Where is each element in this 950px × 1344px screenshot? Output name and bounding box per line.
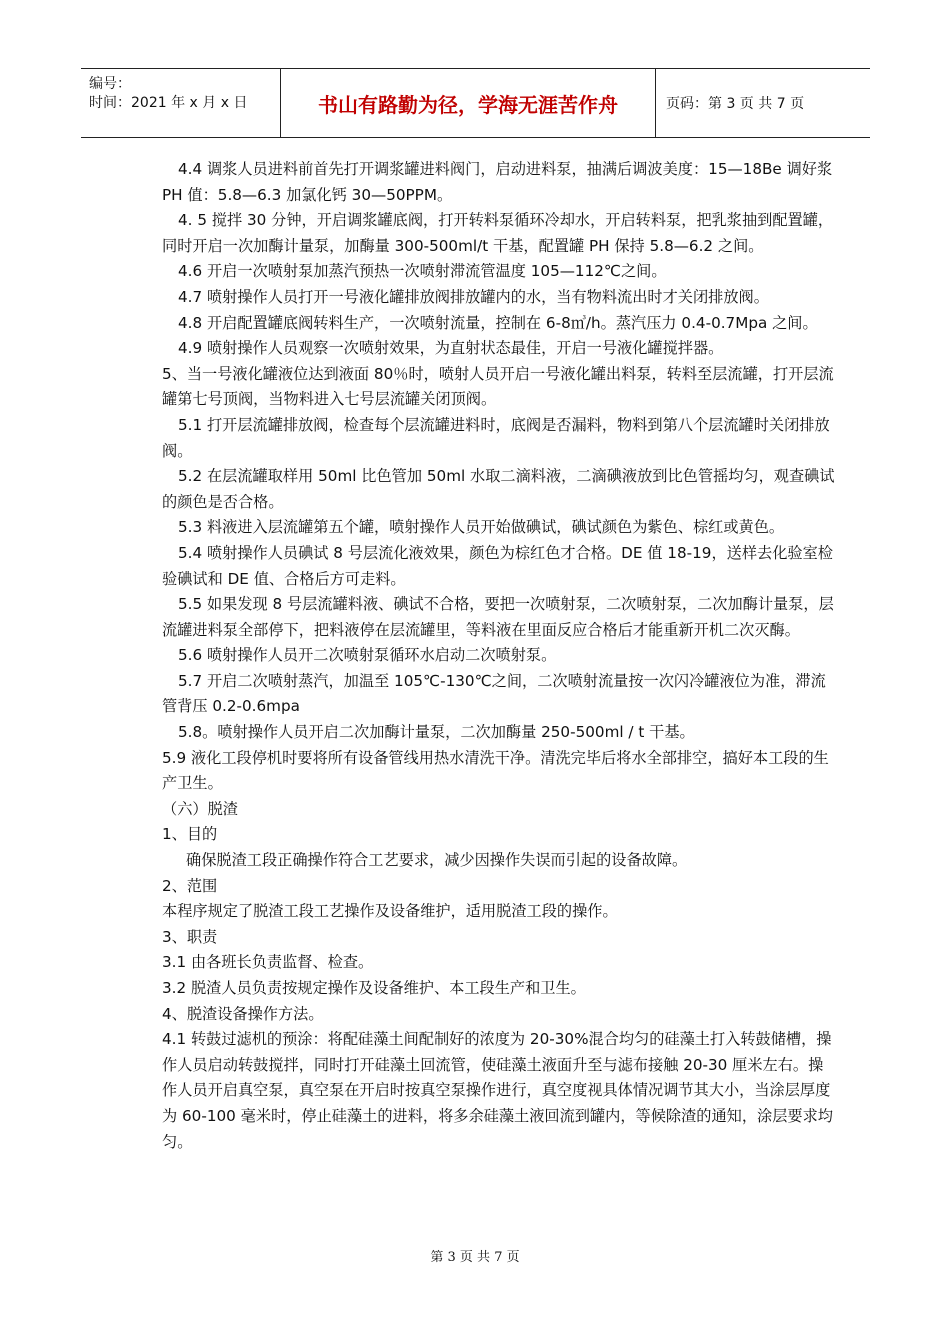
document-date-label: 时间：2021 年 x 月 x 日 bbox=[89, 95, 248, 111]
paragraph: 5.1 打开层流罐排放阀，检查每个层流罐进料时，底阀是否漏料，物料到第八个层流罐时关闭排放阀。 bbox=[162, 415, 830, 460]
header-info-cell bbox=[81, 69, 281, 137]
paragraph: 5.5 如果发现 8 号层流罐料液、碘试不合格，要把一次喷射泵，二次喷射泵，二次加酶计量泵，层流罐进料泵全部停下，把料液停在层流罐里，等料液在里面反应合格后才能重新开机二次灭酶。 bbox=[162, 595, 834, 639]
document-number-label: 编号： bbox=[89, 76, 131, 92]
paragraph: 4.9 喷射操作人员观察一次喷射效果，为直射状态最佳，开启一号液化罐搅拌器。 bbox=[178, 339, 724, 358]
paragraph: 4、脱渣设备操作方法。 bbox=[162, 1004, 324, 1023]
page-footer: 第 3 页 共 7 页 bbox=[430, 1250, 520, 1265]
paragraph: 5.8。喷射操作人员开启二次加酶计量泵，二次加酶量 250-500ml / t 干基。 bbox=[178, 723, 695, 742]
paragraph: 1、目的 bbox=[162, 825, 218, 844]
paragraph: 本程序规定了脱渣工段工艺操作及设备维护，适用脱渣工段的操作。 bbox=[162, 902, 618, 921]
paragraph: 3、职责 bbox=[162, 927, 218, 946]
page-header bbox=[81, 68, 870, 138]
paragraph: 5.4 喷射操作人员碘试 8 号层流化液效果，颜色为棕红色才合格。DE 值 18-19，送样去化验室检验碘试和 DE 值、合格后方可走料。 bbox=[162, 543, 833, 588]
paragraph: （六）脱渣 bbox=[162, 799, 238, 818]
paragraph: 4.1 转鼓过滤机的预涂：将配硅藻土间配制好的浓度为 20-30%混合均匀的硅藻土打入转鼓储槽，操作人员启动转鼓搅拌，同时打开硅藻土回流管，使硅藻土液面升至与滤布接触 20-30 厘米左右。操作人员开启真空泵，真空泵在开启时按真空泵操作进行，真空度视具体情况调节其大小，当涂层厚度为 60-100 毫米时，停止硅藻土的进料，将多余硅藻土液回流到罐内，等候除渣的通知，涂层要求均匀。 bbox=[162, 1030, 833, 1151]
paragraph: 4.6 开启一次喷射泵加蒸汽预热一次喷射滞流管温度 105—112℃之间。 bbox=[178, 262, 667, 281]
paragraph: 5.9 液化工段停机时要将所有设备管线用热水清洗干净。清洗完毕后将水全部排空，搞好本工段的生产卫生。 bbox=[162, 748, 829, 793]
paragraph: 5.7 开启二次喷射蒸汽，加温至 105℃-130℃之间，二次喷射流量按一次闪冷罐液位为准，滞流管背压 0.2-0.6mpa bbox=[162, 671, 826, 716]
header-page-number: 页码：第 3 页 共 7 页 bbox=[666, 96, 805, 112]
paragraph: 2、范围 bbox=[162, 876, 218, 895]
paragraph: 5.6 喷射操作人员开二次喷射泵循环水启动二次喷射泵。 bbox=[178, 646, 557, 665]
paragraph: 5、当一号液化罐液位达到液面 80％时，喷射人员开启一号液化罐出料泵，转料至层流罐，打开层流罐第七号顶阀，当物料进入七号层流罐关闭顶阀。 bbox=[162, 364, 834, 409]
paragraph: 4. 5 搅拌 30 分钟，开启调浆罐底阀，打开转料泵循环冷却水，开启转料泵，把乳浆抽到配置罐，同时开启一次加酶计量泵，加酶量 300-500ml/t 干基，配置罐 PH 保持 5.8—6.2 之间。 bbox=[162, 211, 834, 255]
paragraph: 3.1 由各班长负责监督、检查。 bbox=[162, 953, 374, 972]
paragraph: 3.2 脱渣人员负责按规定操作及设备维护、本工段生产和卫生。 bbox=[162, 979, 586, 997]
paragraph: 4.7 喷射操作人员打开一号液化罐排放阀排放罐内的水，当有物料流出时才关闭排放阀。 bbox=[178, 287, 769, 306]
paragraph: 确保脱渣工段正确操作符合工艺要求，减少因操作失误而引起的设备故障。 bbox=[186, 851, 688, 870]
paragraph: 4.8 开启配置罐底阀转料生产，一次喷射流量，控制在 6-8㎥/h。蒸汽压力 0.4-0.7Mpa 之间。 bbox=[178, 313, 818, 332]
header-motto: 书山有路勤为径，学海无涯苦作舟 bbox=[281, 69, 656, 137]
paragraph: 5.2 在层流罐取样用 50ml 比色管加 50ml 水取二滴料液，二滴碘液放到比色管摇均匀，观查碘试的颜色是否合格。 bbox=[162, 467, 835, 511]
paragraph: 4.4 调浆人员进料前首先打开调浆罐进料阀门，启动进料泵，抽满后调波美度：15—18Be 调好浆 PH 值：5.8—6.3 加氯化钙 30—50PPM。 bbox=[162, 160, 833, 204]
paragraph: 5.3 料液进入层流罐第五个罐，喷射操作人员开始做碘试，碘试颜色为紫色、棕红或黄色。 bbox=[178, 518, 785, 537]
document-body bbox=[162, 157, 838, 1155]
